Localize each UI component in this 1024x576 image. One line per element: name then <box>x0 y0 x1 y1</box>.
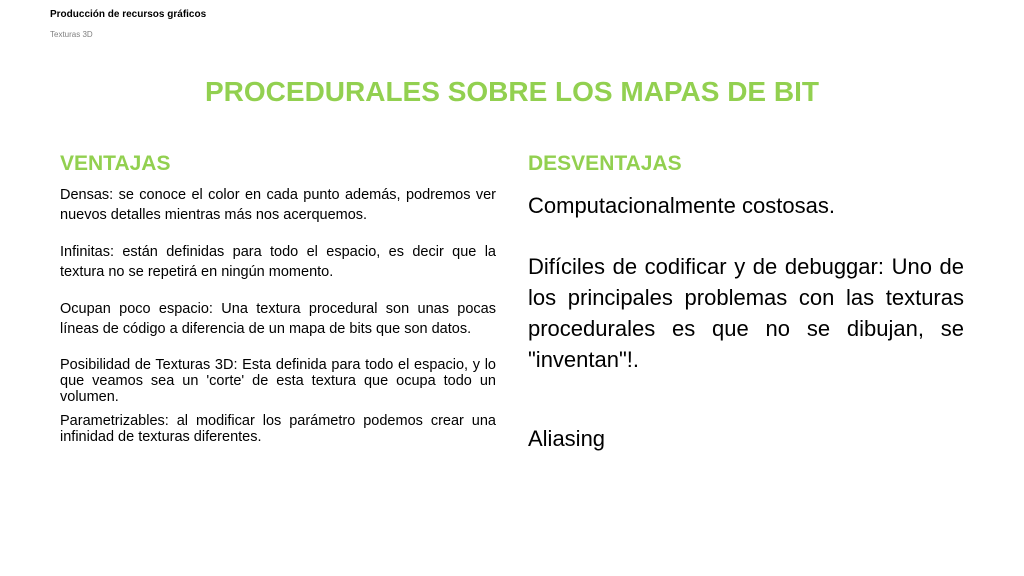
slide-title: PROCEDURALES SOBRE LOS MAPAS DE BIT <box>205 76 819 107</box>
subtopic-label: Texturas 3D <box>50 30 93 39</box>
course-name: Producción de recursos gráficos <box>50 9 207 20</box>
disadvantages-heading: DESVENTAJAS <box>528 152 682 175</box>
advantage-item-small-size: Ocupan poco espacio: Una textura procedural son unas pocas líneas de código a diferencia de un mapa de bits que son datos. <box>60 301 496 337</box>
advantage-item-3d-textures: Posibilidad de Texturas 3D: Esta definida para todo el espacio, y lo que veamos sea un 'corte' de esta textura que ocupa todo un volumen. <box>60 357 496 405</box>
advantages-heading: VENTAJAS <box>60 152 171 175</box>
advantage-item-dense: Densas: se conoce el color en cada punto además, podremos ver nuevos detalles mientras más nos acerquemos. <box>60 187 496 223</box>
advantages-list <box>60 186 496 453</box>
disadvantage-item-hard-to-code: Difíciles de codificar y de debuggar: Uno de los principales problemas con las texturas procedurales es que no se dibujan, se "inventan"!. <box>528 254 964 372</box>
disadvantages-list <box>528 190 964 454</box>
disadvantage-item-costly: Computacionalmente costosas. <box>528 193 835 218</box>
advantage-item-parametrizable: Parametrizables: al modificar los parámetro podemos crear una infinidad de texturas diferentes. <box>60 413 496 445</box>
disadvantage-item-aliasing: Aliasing <box>528 426 606 451</box>
advantage-item-infinite: Infinitas: están definidas para todo el espacio, es decir que la textura no se repetirá en ningún momento. <box>60 244 496 280</box>
